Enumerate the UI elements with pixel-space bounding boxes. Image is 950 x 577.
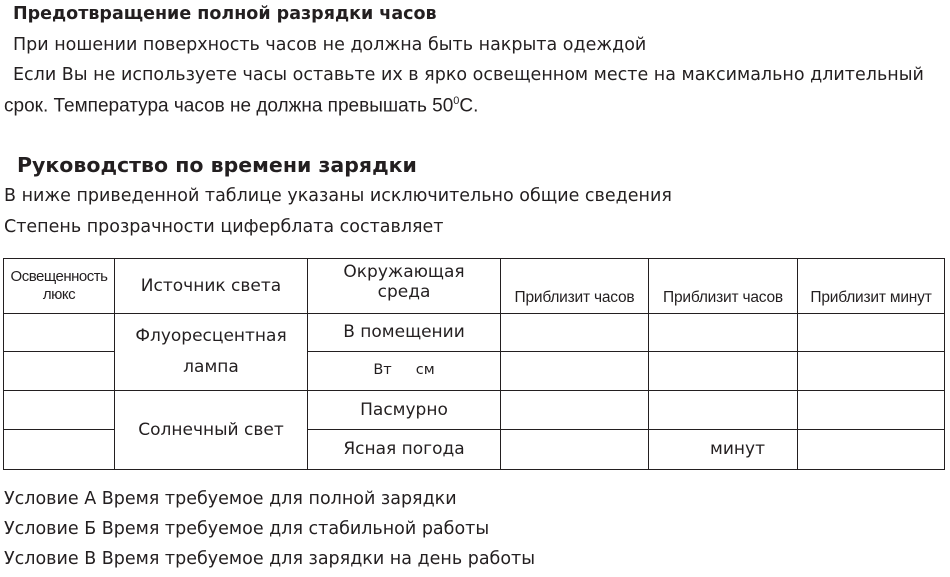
paragraph-line: Степень прозрачности циферблата составляет [4, 217, 444, 237]
clear-minutes-cell: минут [649, 430, 798, 470]
env-watt-label: Вт [373, 362, 392, 379]
env-cloudy: Пасмурно [308, 391, 501, 430]
paragraph-line-temperature [4, 95, 478, 117]
section-title-prevent-discharge: Предотвращение полной разрядки часов [13, 4, 437, 24]
table-cell [4, 430, 115, 470]
table-cell [798, 391, 945, 430]
table-cell [501, 430, 649, 470]
env-lamp-params [308, 352, 501, 391]
env-indoor: В помещении [308, 314, 501, 352]
table-row [4, 391, 945, 430]
header-light-source: Источник света [115, 259, 308, 314]
temperature-text: срок. Температура часов не должна превышать 50 [4, 95, 454, 117]
degree-superscript: 0 [453, 95, 460, 107]
temperature-unit: С. [459, 95, 479, 117]
env-clear-weather: Ясная погода [308, 430, 501, 470]
section-title-charging-guide: Руководство по времени зарядки [17, 153, 417, 177]
source-sunlight: Солнечный свет [115, 391, 308, 470]
table-row [4, 314, 945, 352]
condition-b: Условие Б Время требуемое для стабильной работы [4, 519, 490, 539]
table-cell [4, 352, 115, 391]
paragraph-line: В ниже приведенной таблице указаны исключительно общие сведения [4, 186, 672, 206]
table-cell [798, 352, 945, 391]
paragraph-line: При ношении поверхность часов не должна быть накрыта одеждой [13, 35, 647, 55]
table-cell [649, 314, 798, 352]
table-cell [501, 391, 649, 430]
table-cell [649, 352, 798, 391]
table-cell [501, 314, 649, 352]
table-cell [649, 391, 798, 430]
charging-time-table [3, 258, 945, 470]
header-environment: Окружающая среда [308, 259, 501, 314]
table-cell [4, 391, 115, 430]
condition-a: Условие А Время требуемое для полной зарядки [4, 489, 457, 509]
table-header-row [4, 259, 945, 314]
condition-c: Условие В Время требуемое для зарядки на день работы [4, 549, 536, 569]
header-approx-hours-b: Приблизит часов [649, 259, 798, 314]
env-cm-label: см [415, 362, 435, 379]
header-approx-hours-a: Приблизит часов [501, 259, 649, 314]
table-cell [501, 352, 649, 391]
source-fluorescent: Флуоресцентная лампа [115, 314, 308, 391]
header-illuminance: Освещенность люкс [4, 259, 115, 314]
table-cell [4, 314, 115, 352]
table-cell [798, 430, 945, 470]
paragraph-line: Если Вы не используете часы оставьте их в ярко освещенном месте на максимально длительный [13, 65, 924, 85]
header-approx-minutes: Приблизит минут [798, 259, 945, 314]
table-cell [798, 314, 945, 352]
